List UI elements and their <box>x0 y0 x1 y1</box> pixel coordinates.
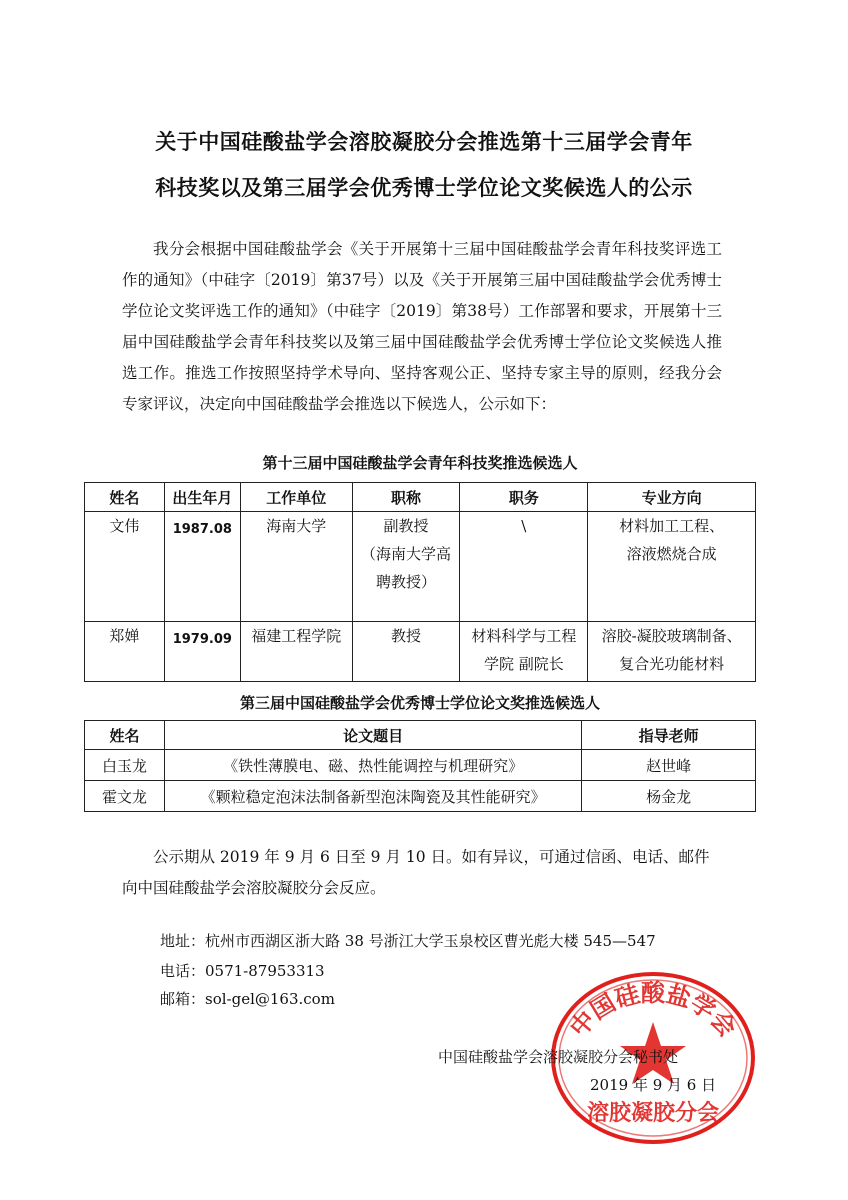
header-title: 职称 <box>352 483 460 512</box>
table2-caption: 第三届中国硅酸盐学会优秀博士学位论文奖推选候选人 <box>239 694 600 712</box>
header-field: 专业方向 <box>588 483 756 512</box>
cell-post: 材料科学与工程 学院 副院长 <box>460 622 588 682</box>
header-birth: 出生年月 <box>164 483 240 512</box>
svg-text:中国硅酸盐学会: 中国硅酸盐学会 <box>564 979 742 1043</box>
doctoral-thesis-table <box>84 720 756 812</box>
contact-phone: 电话：0571-87953313 <box>160 962 325 980</box>
cell-field: 材料加工工程、 溶液燃烧合成 <box>588 512 756 622</box>
cell-name: 郑婵 <box>85 622 165 682</box>
cell-unit: 福建工程学院 <box>240 622 352 682</box>
header-unit: 工作单位 <box>240 483 352 512</box>
youth-award-table <box>84 482 756 682</box>
header-post: 职务 <box>460 483 588 512</box>
table-row <box>85 622 756 682</box>
cell-advisor: 杨金龙 <box>582 781 756 812</box>
notice-paragraph: 公示期从 2019 年 9 月 6 日至 9 月 10 日。如有异议，可通过信函、电话、邮件向中国硅酸盐学会溶胶凝胶分会反应。 <box>122 848 710 897</box>
table-header-row <box>85 483 756 512</box>
cell-thesis: 《颗粒稳定泡沫法制备新型泡沫陶瓷及其性能研究》 <box>164 781 581 812</box>
table-row <box>85 750 756 781</box>
header-advisor: 指导老师 <box>582 721 756 750</box>
intro-paragraph: 我分会根据中国硅酸盐学会《关于开展第十三届中国硅酸盐学会青年科技奖评选工作的通知》（中硅字〔2019〕第37号）以及《关于开展第三届中国硅酸盐学会优秀博士学位论文奖评选工作的通知》（中硅字〔2019〕第38号）工作部署和要求，开展第十三届中国硅酸盐学会青年科技奖以及第三届中国硅酸盐学会优秀博士学位论文奖候选人推选工作。推选工作按照坚持学术导向、坚持客观公正、坚持专家主导的原则，经我分会专家评议，决定向中国硅酸盐学会推选以下候选人，公示如下： <box>122 240 722 413</box>
cell-field: 溶胶-凝胶玻璃制备、 复合光功能材料 <box>588 622 756 682</box>
table-row <box>85 781 756 812</box>
header-name: 姓名 <box>85 721 165 750</box>
svg-text:溶胶凝胶分会: 溶胶凝胶分会 <box>586 1101 720 1126</box>
header-name: 姓名 <box>85 483 165 512</box>
cell-name: 文伟 <box>85 512 165 622</box>
table1-caption: 第十三届中国硅酸盐学会青年科技奖推选候选人 <box>262 454 578 472</box>
cell-title: 教授 <box>352 622 460 682</box>
contact-email: 邮箱：sol-gel@163.com <box>160 990 335 1008</box>
cell-title: 副教授 （海南大学高 聘教授） <box>352 512 460 622</box>
cell-advisor: 赵世峰 <box>582 750 756 781</box>
header-thesis: 论文题目 <box>164 721 581 750</box>
cell-name: 白玉龙 <box>85 750 165 781</box>
document-title-line-1: 关于中国硅酸盐学会溶胶凝胶分会推选第十三届学会青年 <box>155 130 693 154</box>
contact-address: 地址：杭州市西湖区浙大路 38 号浙江大学玉泉校区曹光彪大楼 545—547 <box>160 932 656 950</box>
cell-thesis: 《铁性薄膜电、磁、热性能调控与机理研究》 <box>164 750 581 781</box>
cell-unit: 海南大学 <box>240 512 352 622</box>
document-title-line-2: 科技奖以及第三届学会优秀博士学位论文奖候选人的公示 <box>155 176 693 200</box>
cell-birth: 1987.08 <box>164 512 240 622</box>
table-row <box>85 512 756 622</box>
signature-date: 2019 年 9 月 6 日 <box>590 1076 717 1094</box>
cell-post: \ <box>460 512 588 622</box>
signature-org: 中国硅酸盐学会溶胶凝胶分会秘书处 <box>438 1048 679 1066</box>
cell-birth: 1979.09 <box>164 622 240 682</box>
cell-name: 霍文龙 <box>85 781 165 812</box>
table-header-row <box>85 721 756 750</box>
